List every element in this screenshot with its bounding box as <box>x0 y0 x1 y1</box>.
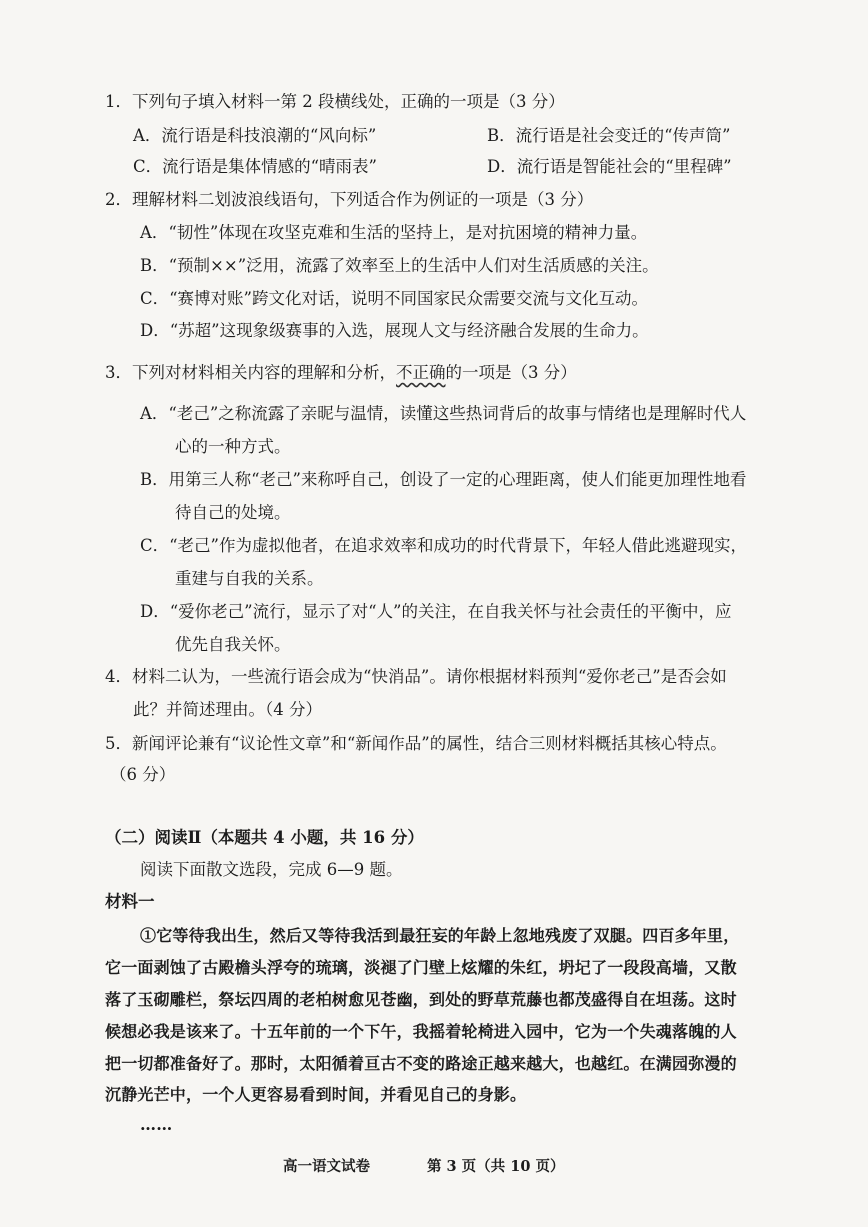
q2-option-d: D．“苏超”这现象级赛事的入选，展现人文与经济融合发展的生命力。 <box>140 321 649 340</box>
q3-option-d-line1: D．“爱你老己”流行，显示了对“人”的关注，在自我关怀与社会责任的平衡中，应 <box>140 602 732 621</box>
q2-stem: 2．理解材料二划波浪线语句，下列适合作为例证的一项是（3 分） <box>105 190 594 209</box>
footer-exam-title: 高一语文试卷 <box>283 1158 370 1175</box>
q3-stem-pre: 3．下列对材料相关内容的理解和分析， <box>105 363 396 382</box>
q2-option-b: B．“预制××”泛用，流露了效率至上的生活中人们对生活质感的关注。 <box>140 256 659 275</box>
q3-stem-emphasis: 不正确 <box>396 363 446 382</box>
q3-option-b-line2: 待自己的处境。 <box>175 503 291 522</box>
section-instruction: 阅读下面散文选段，完成 6—9 题。 <box>140 860 403 879</box>
q1-option-b: B．流行语是社会变迁的“传声筒” <box>487 126 731 145</box>
q3-option-a-line1: A．“老己”之称流露了亲昵与温情，读懂这些热词背后的故事与情绪也是理解时代人 <box>140 404 747 423</box>
material-label: 材料一 <box>105 892 155 911</box>
q2-option-c: C．“赛博对账”跨文化对话，说明不同国家民众需要交流与文化互动。 <box>140 289 648 308</box>
q1-option-a: A．流行语是科技浪潮的“风向标” <box>133 126 377 145</box>
q3-stem-post: 的一项是（3 分） <box>445 363 577 382</box>
q4-line2: 此？并简述理由。（4 分） <box>133 700 322 719</box>
q1-stem: 1．下列句子填入材料一第 2 段横线处，正确的一项是（3 分） <box>105 92 565 111</box>
footer-page-number: 第 3 页（共 10 页） <box>427 1158 565 1175</box>
q3-option-c-line2: 重建与自我的关系。 <box>175 569 324 588</box>
passage-line: ①它等待我出生，然后又等待我活到最狂妄的年龄上忽地残废了双腿。四百多年里， <box>140 926 740 945</box>
q5-line2: （6 分） <box>110 765 176 784</box>
q3-option-a-line2: 心的一种方式。 <box>175 437 291 456</box>
passage-line: 它一面剥蚀了古殿檐头浮夸的琉璃，淡褪了门壁上炫耀的朱红，坍圮了一段段高墙，又散 <box>105 958 737 977</box>
q4-line1: 4．材料二认为，一些流行语会成为“快消品”。请你根据材料预判“爱你老己”是否会如 <box>105 667 727 686</box>
q5-line1: 5．新闻评论兼有“议论性文章”和“新闻作品”的属性，结合三则材料概括其核心特点。 <box>105 734 727 753</box>
q3-option-b-line1: B．用第三人称“老己”来称呼自己，创设了一定的心理距离，使人们能更加理性地看 <box>140 470 747 489</box>
q3-option-d-line2: 优先自我关怀。 <box>175 635 291 654</box>
q3-option-c-line1: C．“老己”作为虚拟他者，在追求效率和成功的时代背景下，年轻人借此逃避现实， <box>140 536 747 555</box>
passage-line: 落了玉砌雕栏，祭坛四周的老柏树愈见苍幽，到处的野草荒藤也都茂盛得自在坦荡。这时 <box>105 990 737 1009</box>
passage-line: 把一切都准备好了。那时，太阳循着亘古不变的路途正越来越大，也越红。在满园弥漫的 <box>105 1054 737 1073</box>
passage-line: 候想必我是该来了。十五年前的一个下午，我摇着轮椅进入园中，它为一个失魂落魄的人 <box>105 1022 737 1041</box>
q1-option-c: C．流行语是集体情感的“晴雨表” <box>133 157 377 176</box>
passage-line: 沉静光芒中，一个人更容易看到时间，并看见自己的身影。 <box>105 1085 527 1104</box>
q2-option-a: A．“韧性”体现在攻坚克难和生活的坚持上，是对抗困境的精神力量。 <box>140 223 648 242</box>
q1-option-d: D．流行语是智能社会的“里程碑” <box>487 157 732 176</box>
q3-stem <box>105 362 577 384</box>
section-heading: （二）阅读Ⅱ（本题共 4 小题，共 16 分） <box>105 828 424 847</box>
passage-ellipsis: …… <box>140 1115 173 1134</box>
